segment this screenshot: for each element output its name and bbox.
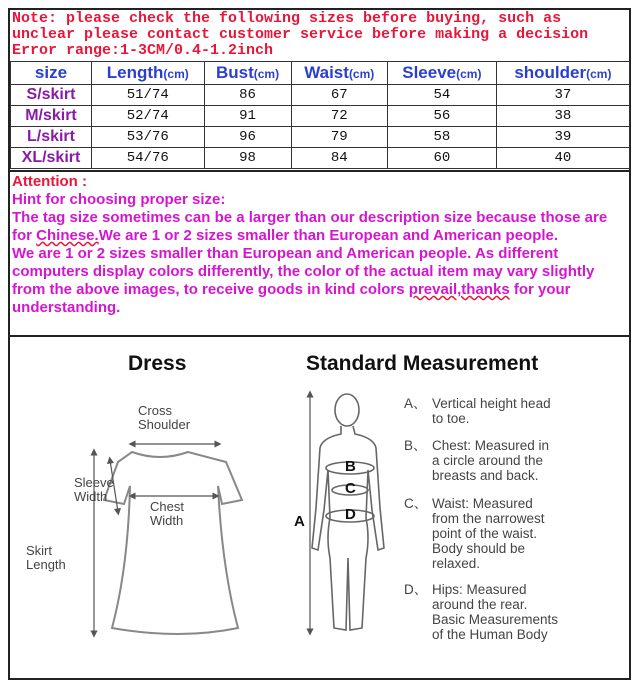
- hint-line: Hint for choosing proper size:: [12, 191, 226, 208]
- table-row: [11, 106, 630, 127]
- letter-c: C: [345, 480, 356, 497]
- attention-title: Attention :: [12, 173, 87, 190]
- bust-cell: 91: [204, 106, 291, 127]
- cross-shoulder-label: Cross Shoulder: [138, 403, 191, 432]
- sleeve-cell: 54: [387, 85, 496, 106]
- dress-title: Dress: [128, 352, 187, 375]
- col-header-length: Length(cm): [91, 62, 204, 85]
- letter-b: B: [345, 458, 356, 475]
- attention-block: [12, 173, 626, 317]
- definition-d: D、 Hips: Measured around the rear. Basic Measurements of the Human Body: [404, 582, 559, 642]
- length-cell: 53/76: [91, 127, 204, 148]
- note-line-1: Note: please check the following sizes before buying, such as: [12, 10, 562, 27]
- sleeve-cell: 58: [387, 127, 496, 148]
- chest-width-label: Chest Width: [150, 499, 184, 528]
- length-cell: 51/74: [91, 85, 204, 106]
- size-label: L/skirt: [11, 127, 92, 148]
- shoulder-cell: 40: [496, 148, 629, 169]
- dress-outline: [104, 452, 242, 634]
- bust-cell: 86: [204, 85, 291, 106]
- sleeve-cell: 56: [387, 106, 496, 127]
- bust-cell: 98: [204, 148, 291, 169]
- size-label: S/skirt: [11, 85, 92, 106]
- attention-paragraph-1: The tag size sometimes can be a larger than our description size because those are for Chinese.We are 1 or 2 sizes smaller than European and American people.: [12, 209, 608, 244]
- skirt-length-label: Skirt Length: [26, 543, 66, 572]
- definition-b: B、 Chest: Measured in a circle around the breasts and back.: [404, 438, 550, 483]
- measurement-title: Standard Measurement: [306, 352, 539, 375]
- attention-paragraph-2: We are 1 or 2 sizes smaller than European and American people. As different computers display colors differently, the color of the actual item may vary slightly from the above images, to receive goods in kind colors prevail,thanks for your understanding.: [12, 245, 595, 316]
- length-cell: 52/74: [91, 106, 204, 127]
- shoulder-cell: 38: [496, 106, 629, 127]
- col-header-bust: Bust(cm): [204, 62, 291, 85]
- waist-cell: 67: [291, 85, 387, 106]
- measurement-illustration: [10, 338, 630, 678]
- waist-cell: 79: [291, 127, 387, 148]
- col-header-size: size: [11, 62, 92, 85]
- table-row: [11, 148, 630, 169]
- note-line-3: Error range:1-3CM/0.4-1.2inch: [12, 42, 274, 59]
- col-header-shoulder: shoulder(cm): [496, 62, 629, 85]
- table-row: [11, 127, 630, 148]
- shoulder-cell: 39: [496, 127, 629, 148]
- size-chart-table: [10, 61, 630, 169]
- waist-cell: 72: [291, 106, 387, 127]
- size-label: M/skirt: [11, 106, 92, 127]
- waist-cell: 84: [291, 148, 387, 169]
- definition-c: C、 Waist: Measured from the narrowest point of the waist. Body should be relaxed.: [404, 496, 545, 571]
- letter-a: A: [294, 513, 305, 530]
- table-header-row: [11, 62, 630, 85]
- col-header-waist: Waist(cm): [291, 62, 387, 85]
- sleeve-cell: 60: [387, 148, 496, 169]
- shoulder-cell: 37: [496, 85, 629, 106]
- size-note: [12, 11, 628, 59]
- note-line-2: unclear please contact customer service before making a decision: [12, 26, 589, 43]
- length-cell: 54/76: [91, 148, 204, 169]
- col-header-sleeve: Sleeve(cm): [387, 62, 496, 85]
- size-label: XL/skirt: [11, 148, 92, 169]
- letter-d: D: [345, 506, 356, 523]
- divider: [10, 335, 630, 337]
- sleeve-width-label: Sleeve Width: [74, 475, 114, 504]
- divider: [10, 170, 630, 172]
- table-row: [11, 85, 630, 106]
- definition-a: A、 Vertical height head to toe.: [404, 396, 551, 426]
- bust-cell: 96: [204, 127, 291, 148]
